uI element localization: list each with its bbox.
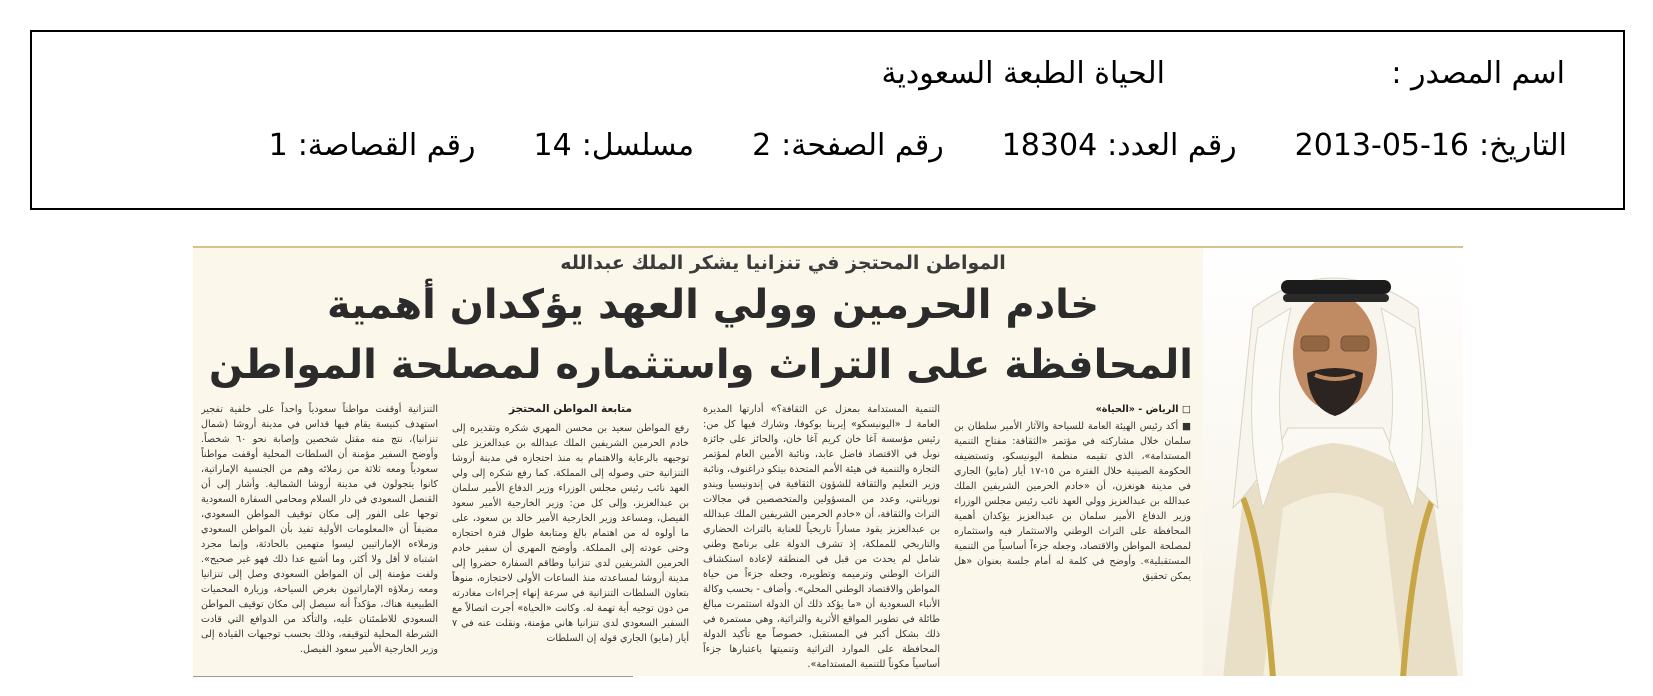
portrait-illustration [1203, 248, 1463, 676]
date-value: 2013-05-16 [1294, 128, 1470, 163]
source-row [72, 56, 1565, 96]
issue-field [1002, 128, 1237, 172]
headline-line-1: خادم الحرمين وولي العهد يؤكدان أهمية [326, 282, 1100, 328]
serial-label: مسلسل: [581, 128, 695, 163]
issue-label: رقم العدد: [1107, 128, 1237, 163]
article-columns [201, 402, 1191, 676]
details-row [72, 128, 1567, 172]
column-1-text: ■ أكد رئيس الهيئة العامة للسياحة والآثار الأمير سلطان بن سلمان خلال مشاركته في مؤتمر «الثقافة: مفتاح التنمية المستدامة»، الذي تقيمه منظمة اليونيسكو، وتستضيفه الحكومة الصينية خلال الفترة من ١٥-١٧ أيار (مايو) الجاري في مدينة هونغزن، أن «خادم الحرمين الشريفين الملك عبدالله بن عبدالعزيز وولي العهد نائب رئيس مجلس الوزراء وزير الدفاع الأمير سلمان بن عبدالعزيز يؤكدان أهمية المحافظة على التراث الوطني والاستثمار فيه واستثماره لمصلحة المواطن والاقتصاد، وجعله جزءاً أساسياً من التنمية المستقبلية». وأوضح في كلمة له أمام جلسة بعنوان «هل يمكن تحقيق [954, 421, 1191, 582]
article-column-4 [201, 402, 438, 676]
article-column-2 [703, 402, 940, 676]
date-label: التاريخ: [1479, 128, 1567, 163]
clip-field [269, 128, 476, 172]
metadata-box [30, 30, 1625, 210]
serial-value: 14 [533, 128, 572, 163]
headline-line-2: المحافظة على التراث واستثماره لمصلحة المواطن [208, 342, 1193, 388]
column-3-text: رفع المواطن سعيد بن محسن المهري شكره وتقديره إلى خادم الحرمين الشريفين الملك عبدالله بن عبدالعزيز على توجيهه بالرعاية والاهتمام به منذ احتجازه في مدينة أروشا التنزانية حتى وصوله إلى المملكة. كما رفع شكره إلى ولي العهد نائب رئيس مجلس الوزراء وزير الدفاع الأمير سلمان بن عبدالعزيز، وإلى كل من: وزير الخارجية الأمير سعود الفيصل، ومساعد وزير الخارجية الأمير خالد بن سعود، على ما أولوه له من اهتمام بالغ ومتابعة طوال فترة احتجازه وحتى عودته إلى المملكة. وأوضح المهري أن سفير خادم الحرمين الشريفين لدى تنزانيا وطاقم السفارة حضروا إلى مدينة أروشا لمساعدته منذ الساعات الأولى لاحتجازه، منوهاً بتعاون السلطات التنزانية في سرعة إنهاء إجراءات مغادرته من دون توجيه أية تهمة له. وكانت «الحياة» أجرت اتصالاً مع السفير السعودي لدى تنزانيا هاني مؤمنة، ونقلت عنه في ٧ أيار (مايو) الجاري قوله إن السلطات [452, 423, 689, 644]
clip-label: رقم القصاصة: [297, 128, 476, 163]
serial-field [534, 128, 695, 172]
newspaper-clipping [193, 246, 1463, 676]
page-label: رقم الصفحة: [781, 128, 944, 163]
article-column-1 [954, 402, 1191, 676]
portrait-photo [1203, 248, 1463, 676]
column-2-text: التنمية المستدامة بمعزل عن الثقافة؟» أدارتها المديرة العامة لـ «اليونيسكو» إيرينا بوكوفا، وشارك فيها كل من: رئيس مؤسسة آغا خان كريم آغا خان، والحائز على جائزة نوبل في الاقتصاد فاضل عابد، ونائبة الأمين العام لمؤتمر التجارة والتنمية في هيئة الأمم المتحدة بيتكو دراغنوف، ونائبة وزير التعليم والثقافة للشؤون الثقافية في إندونيسيا ويندو نوريانتي، وعدد من المسؤولين والمتخصصين في مجالات التراث والثقافة، أن «خادم الحرمين الشريفين الملك عبدالله بن عبدالعزيز يقود مساراً تاريخياً للعناية بالتراث الحضاري والتاريخي للمملكة، إذ تشرف الدولة على برنامج وطني شامل لم يحدث من قبل في المنطقة لإعادة استكشاف التراث الوطني وترميمه وتطويره، وجعله جزءاً من حياة المواطن والاقتصاد الوطني المحلي». وأضاف - بحسب وكالة الأنباء السعودية أن «ما يؤكد ذلك أن الدولة استثمرت مبالغ طائلة في تطوير المواقع الأثرية والتراثية، وهي مستمرة في ذلك بشكل أكبر في المستقبل، خصوصاً مع تأكيد الدولة المحافظة على الموارد التراثية وتنميتها باعتبارها جزءاً أساسياً مكوناً للتنمية المستدامة». [703, 404, 940, 670]
clipping-rule [193, 676, 633, 677]
clip-value: 1 [268, 128, 288, 163]
source-label: اسم المصدر : [1391, 56, 1565, 91]
column-3-heading: متابعة المواطن المحتجز [509, 403, 632, 415]
article-kicker: المواطن المحتجز في تنزانيا يشكر الملك عبدالله [560, 252, 1006, 274]
column-4-text: التنزانية أوقفت مواطناً سعودياً واحداً على خلفية تفجير استهدف كنيسة يقام فيها قداس في مدينة أروشا (شمال تنزانيا)، نتج منه مقتل شخصين وإصابة نحو ٦٠ شخصاً. وأوضح السفير مؤمنة أن السلطات المحلية أوقفت مواطناً سعودياً ومعه ثلاثة من زملائه وهم من الجنسية الإماراتية، كانوا يتجولون في مدينة أروشا الشمالية. وأشار إلى أن القنصل السعودي في دار السلام ومحامي السفارة السعودية توجها على الفور إلى مكان توقيف المواطن السعودي، مضيفاً أن «المعلومات الأولية تفيد بأن المواطن السعودي وزملاءه الإماراتيين ليسوا متهمين بالحادثة، وإنما مجرد اشتباه لا أقل ولا أكثر، وما أشيع عدا ذلك فهو غير صحيح». ولفت مؤمنة إلى أن المواطن السعودي وصل إلى تنزانيا ومعه زملاؤه الإماراتيون بغرض السياحة، وزيارة المحميات الطبيعية هناك، مؤكداً أنه سيصل إلى مكان توقيف المواطن السعودي للاطمئنان عليه، والتأكد من الدوافع التي قادت الشرطة المحلية لتوقيفه، وذلك بحسب توجيهات القيادة إلى وزير الخارجية الأمير سعود الفيصل. [201, 404, 438, 655]
page-value: 2 [752, 128, 772, 163]
article-column-3 [452, 402, 689, 676]
source-value: الحياة الطبعة السعودية [881, 56, 1165, 91]
issue-value: 18304 [1001, 128, 1098, 163]
date-field [1295, 128, 1567, 172]
page-field [752, 128, 944, 172]
article-dateline: □ الرياض - «الحياة» [1095, 404, 1191, 415]
